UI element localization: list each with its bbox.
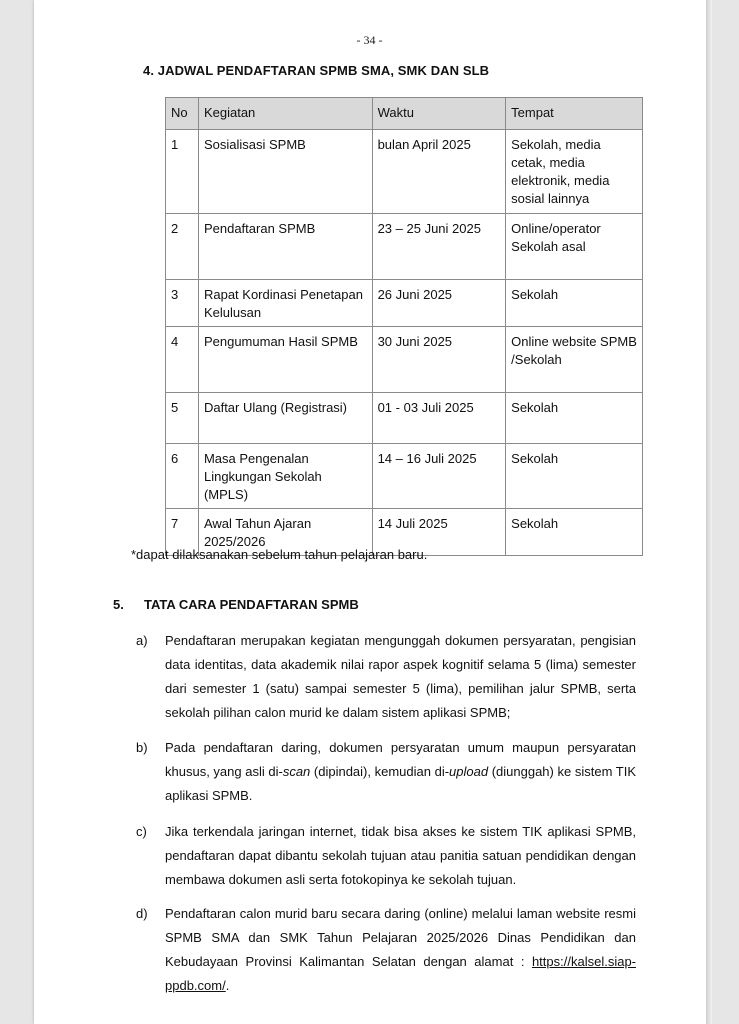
item-text: Pendaftaran merupakan kegiatan mengunggah dokumen persyaratan, pengisian data identitas, data akademik nilai rapor aspek kognitif selama 5 (lima) semester dari semester 1 (satu) sampai semester 5 (lima), pemilihan jalur SPMB, serta sekolah pilihan calon murid ke dalam sistem aplikasi SPMB; — [165, 633, 636, 720]
section-5-title: TATA CARA PENDAFTARAN SPMB — [144, 597, 359, 612]
table-row — [166, 130, 643, 214]
cell-kegiatan: Pendaftaran SPMB — [198, 214, 372, 280]
table-header-row — [166, 98, 643, 130]
cell-waktu: 26 Juni 2025 — [372, 280, 506, 327]
page-edge — [706, 0, 712, 1024]
cell-tempat: Sekolah, media cetak, media elektronik, media sosial lainnya — [506, 130, 643, 214]
page-number: - 34 - — [356, 33, 383, 47]
item-text-part: (dipindai), kemudian di- — [310, 764, 450, 779]
item-text-italic: scan — [282, 764, 311, 779]
cell-no: 5 — [166, 393, 199, 444]
schedule-table — [165, 97, 643, 556]
cell-waktu: 14 – 16 Juli 2025 — [372, 444, 506, 509]
table-row — [166, 327, 643, 393]
table-row — [166, 444, 643, 509]
cell-waktu: 23 – 25 Juni 2025 — [372, 214, 506, 280]
cell-kegiatan: Sosialisasi SPMB — [198, 130, 372, 214]
item-text-italic: upload — [449, 764, 489, 779]
cell-waktu: 30 Juni 2025 — [372, 327, 506, 393]
cell-waktu: 14 Juli 2025 — [372, 509, 506, 556]
list-item — [136, 902, 636, 998]
item-text-part: Pada pendaftaran daring, dokumen persyaratan umum maupun persyaratan khusus, yang asli di- — [165, 740, 636, 779]
cell-tempat: Sekolah — [506, 509, 643, 556]
table-row — [166, 393, 643, 444]
section-5-heading — [113, 597, 359, 612]
cell-tempat: Online/operator Sekolah asal — [506, 214, 643, 280]
cell-no: 3 — [166, 280, 199, 327]
cell-waktu: bulan April 2025 — [372, 130, 506, 214]
cell-no: 7 — [166, 509, 199, 556]
cell-tempat: Sekolah — [506, 280, 643, 327]
header-no: No — [166, 98, 199, 130]
table-row — [166, 214, 643, 280]
cell-no: 1 — [166, 130, 199, 214]
item-text — [165, 736, 636, 808]
item-label: a) — [136, 633, 148, 648]
item-text-part: (diunggah) ke sistem TIK aplikasi SPMB. — [165, 764, 637, 803]
list-item — [136, 820, 636, 892]
cell-tempat: Sekolah — [506, 393, 643, 444]
table-footnote: *dapat dilaksanakan sebelum tahun pelajaran baru. — [131, 547, 428, 562]
cell-kegiatan: Masa Pengenalan Lingkungan Sekolah (MPLS) — [198, 444, 372, 509]
cell-kegiatan: Daftar Ulang (Registrasi) — [198, 393, 372, 444]
section-5-number: 5. — [113, 597, 124, 612]
item-text-part: Pendaftaran calon murid baru secara daring (online) melalui laman website resmi SPMB SMA dan SMK Tahun Pelajaran 2025/2026 Dinas Pendidikan dan Kebudayaan Provinsi Kalimantan Selatan dengan alamat : — [165, 906, 636, 969]
item-text: Jika terkendala jaringan internet, tidak bisa akses ke sistem TIK aplikasi SPMB, pendaftaran dapat dibantu sekolah tujuan atau panitia satuan pendidikan dengan membawa dokumen asli serta fotokopinya ke sekolah tujuan. — [165, 824, 636, 887]
website-link[interactable]: https://kalsel.siap-ppdb.com/ — [165, 954, 636, 993]
header-kegiatan: Kegiatan — [198, 98, 372, 130]
table-row — [166, 280, 643, 327]
section-4-heading: 4. JADWAL PENDAFTARAN SPMB SMA, SMK DAN SLB — [143, 63, 490, 78]
header-waktu: Waktu — [372, 98, 506, 130]
cell-kegiatan: Pengumuman Hasil SPMB — [198, 327, 372, 393]
item-label: b) — [136, 740, 148, 755]
item-label: d) — [136, 906, 148, 921]
item-label: c) — [136, 824, 147, 839]
cell-tempat: Sekolah — [506, 444, 643, 509]
cell-no: 2 — [166, 214, 199, 280]
list-item — [136, 736, 636, 808]
cell-no: 6 — [166, 444, 199, 509]
cell-tempat: Online website SPMB /Sekolah — [506, 327, 643, 393]
cell-waktu: 01 - 03 Juli 2025 — [372, 393, 506, 444]
cell-kegiatan: Awal Tahun Ajaran 2025/2026 — [198, 509, 372, 556]
item-text — [165, 902, 636, 998]
cell-kegiatan: Rapat Kordinasi Penetapan Kelulusan — [198, 280, 372, 327]
cell-no: 4 — [166, 327, 199, 393]
item-text-part: . — [225, 978, 230, 993]
list-item — [136, 629, 636, 725]
header-tempat: Tempat — [506, 98, 643, 130]
